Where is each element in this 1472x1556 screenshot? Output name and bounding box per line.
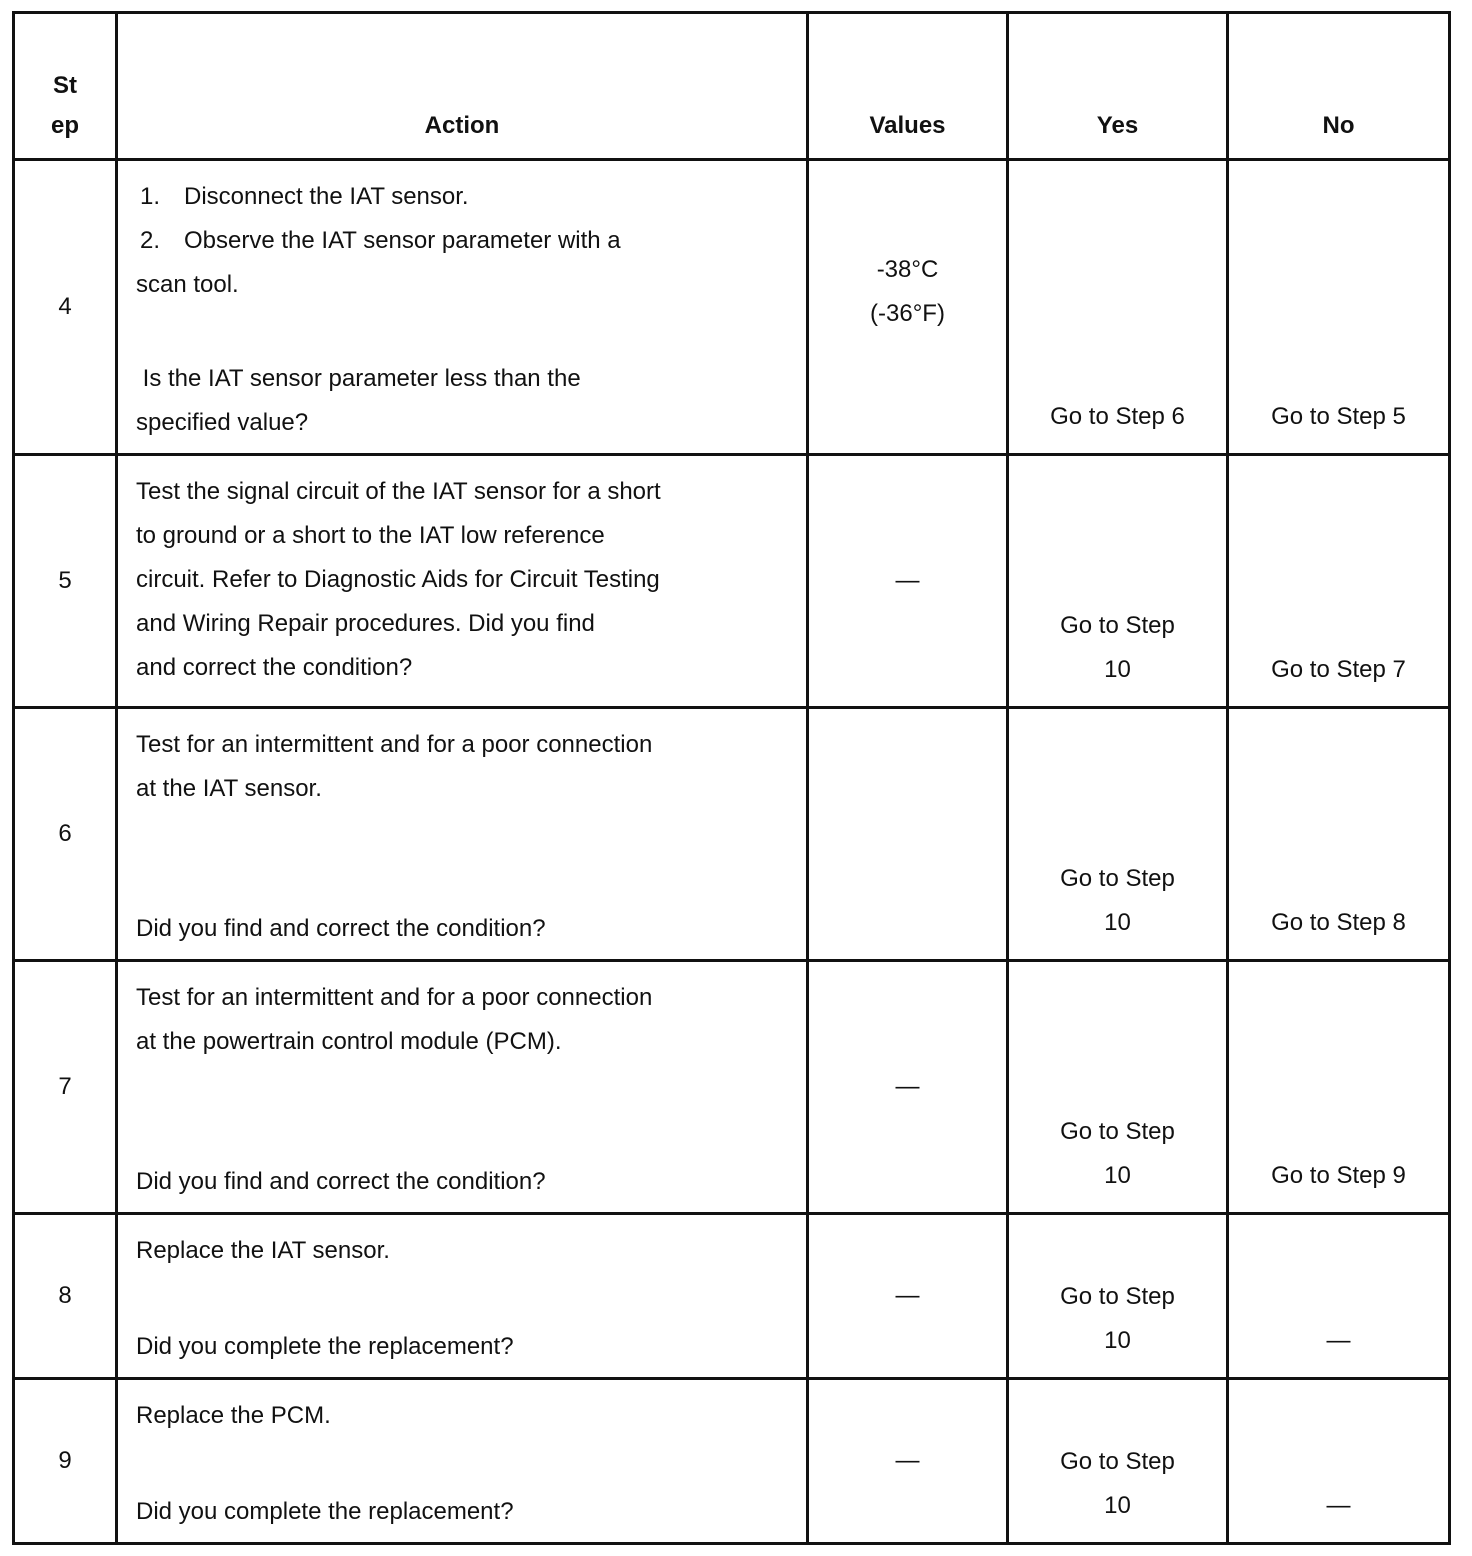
yes-cell: Go to Step 10: [1008, 1379, 1228, 1544]
diagnostic-steps-table: [12, 11, 1451, 1545]
action-question: Did you find and correct the condition?: [136, 915, 546, 942]
step-number: 9: [14, 1379, 117, 1544]
no-cell: —: [1228, 1379, 1450, 1544]
action-cell: [117, 1379, 808, 1544]
action-cell: [117, 455, 808, 708]
value-cell: —: [808, 1214, 1008, 1379]
header-values: Values: [808, 13, 1008, 160]
action-question: Did you complete the replacement?: [136, 1498, 514, 1525]
value-cell: —: [808, 1379, 1008, 1544]
action-text: Replace the IAT sensor.: [136, 1237, 390, 1264]
value-cell: -38°C (-36°F): [808, 160, 1008, 455]
action-question: Did you find and correct the condition?: [136, 1168, 546, 1195]
action-text: Test for an intermittent and for a poor connection at the IAT sensor.: [136, 731, 653, 802]
yes-cell: Go to Step 6: [1008, 160, 1228, 455]
action-cell: [117, 1214, 808, 1379]
action-cell: [117, 160, 808, 455]
yes-cell: Go to Step 10: [1008, 708, 1228, 961]
value-cell: —: [808, 961, 1008, 1214]
action-text: Test for an intermittent and for a poor connection at the powertrain control module (PCM).: [136, 984, 653, 1055]
step-number: 5: [14, 455, 117, 708]
no-cell: Go to Step 9: [1228, 961, 1450, 1214]
header-yes: Yes: [1008, 13, 1228, 160]
no-cell: Go to Step 7: [1228, 455, 1450, 708]
table-row: [14, 961, 1450, 1214]
no-cell: Go to Step 8: [1228, 708, 1450, 961]
action-text: Replace the PCM.: [136, 1402, 331, 1429]
table-row: [14, 708, 1450, 961]
value-cell: [808, 708, 1008, 961]
step-number: 6: [14, 708, 117, 961]
table-row: [14, 1379, 1450, 1544]
action-list-item: 2. Observe the IAT sensor parameter with a: [140, 227, 621, 254]
action-cell: [117, 708, 808, 961]
no-cell: —: [1228, 1214, 1450, 1379]
header-action: Action: [117, 13, 808, 160]
yes-cell: Go to Step 10: [1008, 455, 1228, 708]
step-number: 8: [14, 1214, 117, 1379]
header-row: [14, 13, 1450, 160]
action-text: Test the signal circuit of the IAT sensor for a short to ground or a short to the IAT low reference circuit. Refer to Diagnostic Aids for Circuit Testing and Wiring Repair procedures. Did you find and correct the condition?: [136, 478, 661, 681]
action-question: Did you complete the replacement?: [136, 1333, 514, 1360]
step-number: 4: [14, 160, 117, 455]
value-cell: —: [808, 455, 1008, 708]
yes-cell: Go to Step 10: [1008, 1214, 1228, 1379]
step-number: 7: [14, 961, 117, 1214]
table-row: [14, 160, 1450, 455]
table-row: [14, 1214, 1450, 1379]
header-step: St ep: [14, 13, 117, 160]
action-question: Is the IAT sensor parameter less than the specified value?: [136, 365, 581, 436]
yes-cell: Go to Step 10: [1008, 961, 1228, 1214]
header-no: No: [1228, 13, 1450, 160]
no-cell: Go to Step 5: [1228, 160, 1450, 455]
action-list-item: 1. Disconnect the IAT sensor.: [140, 183, 469, 210]
action-cell: [117, 961, 808, 1214]
action-continuation: scan tool.: [136, 271, 239, 298]
table-row: [14, 455, 1450, 708]
